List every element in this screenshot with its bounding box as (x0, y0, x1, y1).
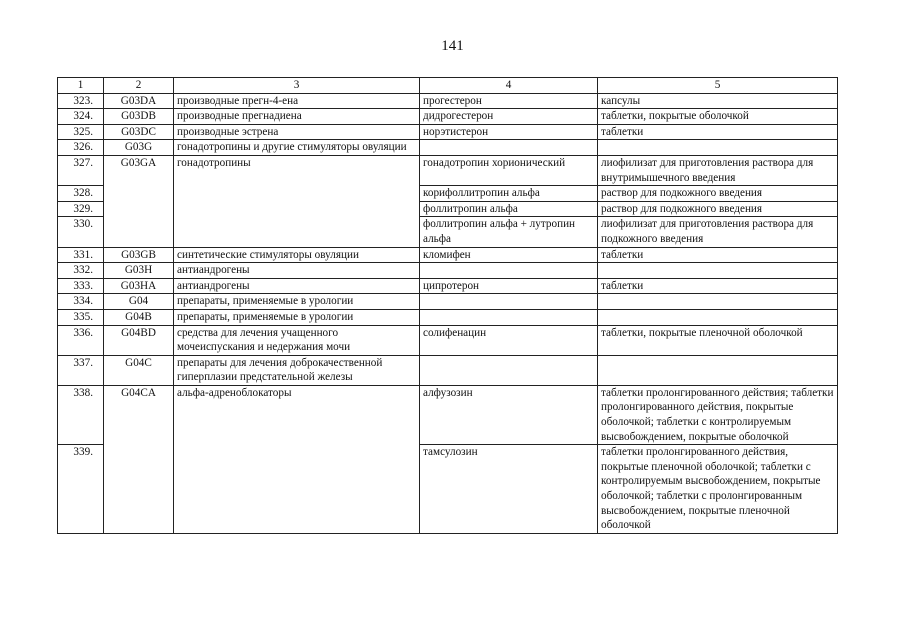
table-row (58, 155, 838, 185)
dosage-form (598, 263, 838, 279)
table-row (58, 309, 838, 325)
drug-name: дидрогестерон (420, 109, 598, 125)
table-row (58, 109, 838, 125)
drug-name: солифенацин (420, 325, 598, 355)
row-number: 336. (58, 325, 104, 355)
table-row (58, 278, 838, 294)
drug-name: корифоллитропин альфа (420, 186, 598, 202)
pharm-group: производные эстрена (174, 124, 420, 140)
row-number: 335. (58, 309, 104, 325)
dosage-form: таблетки пролонгированного действия; таблетки пролонгированного действия, покрытые оболочкой; таблетки с контролируемым высвобождением, покрытые оболочкой (598, 385, 838, 444)
atc-code: G03G (104, 140, 174, 156)
row-number: 332. (58, 263, 104, 279)
dosage-form: капсулы (598, 93, 838, 109)
drug-name: фоллитропин альфа + лутропин альфа (420, 217, 598, 247)
table-row (58, 124, 838, 140)
table-row (58, 201, 838, 217)
header-cell: 5 (598, 78, 838, 94)
row-number: 329. (58, 201, 104, 217)
pharm-group (174, 201, 420, 217)
pharm-group: антиандрогены (174, 263, 420, 279)
atc-code: G03DC (104, 124, 174, 140)
dosage-form: лиофилизат для приготовления раствора для внутримышечного введения (598, 155, 838, 185)
header-cell: 4 (420, 78, 598, 94)
atc-code: G03GB (104, 247, 174, 263)
table-row (58, 445, 838, 534)
atc-code: G03HA (104, 278, 174, 294)
atc-code (104, 186, 174, 202)
drug-name (420, 263, 598, 279)
atc-code: G04B (104, 309, 174, 325)
page-number: 141 (441, 38, 464, 54)
table-header-row (58, 78, 838, 94)
drug-name: кломифен (420, 247, 598, 263)
dosage-form: таблетки (598, 124, 838, 140)
atc-code (104, 445, 174, 534)
row-number: 339. (58, 445, 104, 534)
drug-name: алфузозин (420, 385, 598, 444)
dosage-form (598, 140, 838, 156)
row-number: 325. (58, 124, 104, 140)
atc-code: G03GA (104, 155, 174, 185)
drug-name: фоллитропин альфа (420, 201, 598, 217)
table-row (58, 263, 838, 279)
dosage-form: таблетки пролонгированного действия, покрытые пленочной оболочкой; таблетки с контролируемым высвобождением, покрытые оболочкой; таблетки с пролонгированным высвобождением, покрытые пленочной оболочкой (598, 445, 838, 534)
atc-code (104, 201, 174, 217)
pharm-group: производные прегнадиена (174, 109, 420, 125)
pharm-group: производные прегн-4-ена (174, 93, 420, 109)
drug-name: прогестерон (420, 93, 598, 109)
dosage-form: лиофилизат для приготовления раствора для подкожного введения (598, 217, 838, 247)
row-number: 326. (58, 140, 104, 156)
table-row (58, 385, 838, 444)
header-cell: 2 (104, 78, 174, 94)
dosage-form (598, 294, 838, 310)
dosage-form: раствор для подкожного введения (598, 186, 838, 202)
drug-name (420, 309, 598, 325)
atc-code: G03DA (104, 93, 174, 109)
pharm-group (174, 186, 420, 202)
drug-name (420, 140, 598, 156)
pharm-group: гонадотропины (174, 155, 420, 185)
pharm-group (174, 445, 420, 534)
drug-name: тамсулозин (420, 445, 598, 534)
pharm-group (174, 217, 420, 247)
pharm-group: гонадотропины и другие стимуляторы овуляции (174, 140, 420, 156)
dosage-form (598, 309, 838, 325)
table-row (58, 247, 838, 263)
dosage-form (598, 355, 838, 385)
row-number: 331. (58, 247, 104, 263)
atc-code: G04 (104, 294, 174, 310)
row-number: 327. (58, 155, 104, 185)
table-row (58, 325, 838, 355)
row-number: 328. (58, 186, 104, 202)
atc-code: G03H (104, 263, 174, 279)
row-number: 334. (58, 294, 104, 310)
row-number: 337. (58, 355, 104, 385)
row-number: 338. (58, 385, 104, 444)
row-number: 333. (58, 278, 104, 294)
table-row (58, 186, 838, 202)
dosage-form: таблетки (598, 247, 838, 263)
dosage-form: таблетки (598, 278, 838, 294)
dosage-form: таблетки, покрытые оболочкой (598, 109, 838, 125)
pharm-group: синтетические стимуляторы овуляции (174, 247, 420, 263)
table-row (58, 93, 838, 109)
atc-code: G03DB (104, 109, 174, 125)
drug-name (420, 355, 598, 385)
table-row (58, 355, 838, 385)
drug-name: гонадотропин хорионический (420, 155, 598, 185)
dosage-form: таблетки, покрытые пленочной оболочкой (598, 325, 838, 355)
table-row (58, 140, 838, 156)
atc-code (104, 217, 174, 247)
pharm-group: препараты для лечения доброкачественной гиперплазии предстательной железы (174, 355, 420, 385)
row-number: 330. (58, 217, 104, 247)
row-number: 324. (58, 109, 104, 125)
drug-name: норэтистерон (420, 124, 598, 140)
drug-name (420, 294, 598, 310)
atc-code: G04CA (104, 385, 174, 444)
atc-code: G04C (104, 355, 174, 385)
pharm-group: альфа-адреноблокаторы (174, 385, 420, 444)
table-row (58, 217, 838, 247)
header-cell: 3 (174, 78, 420, 94)
dosage-form: раствор для подкожного введения (598, 201, 838, 217)
drug-table (57, 77, 838, 534)
table-row (58, 294, 838, 310)
header-cell: 1 (58, 78, 104, 94)
pharm-group: средства для лечения учащенного мочеиспускания и недержания мочи (174, 325, 420, 355)
row-number: 323. (58, 93, 104, 109)
drug-name: ципротерон (420, 278, 598, 294)
atc-code: G04BD (104, 325, 174, 355)
pharm-group: препараты, применяемые в урологии (174, 309, 420, 325)
pharm-group: препараты, применяемые в урологии (174, 294, 420, 310)
pharm-group: антиандрогены (174, 278, 420, 294)
